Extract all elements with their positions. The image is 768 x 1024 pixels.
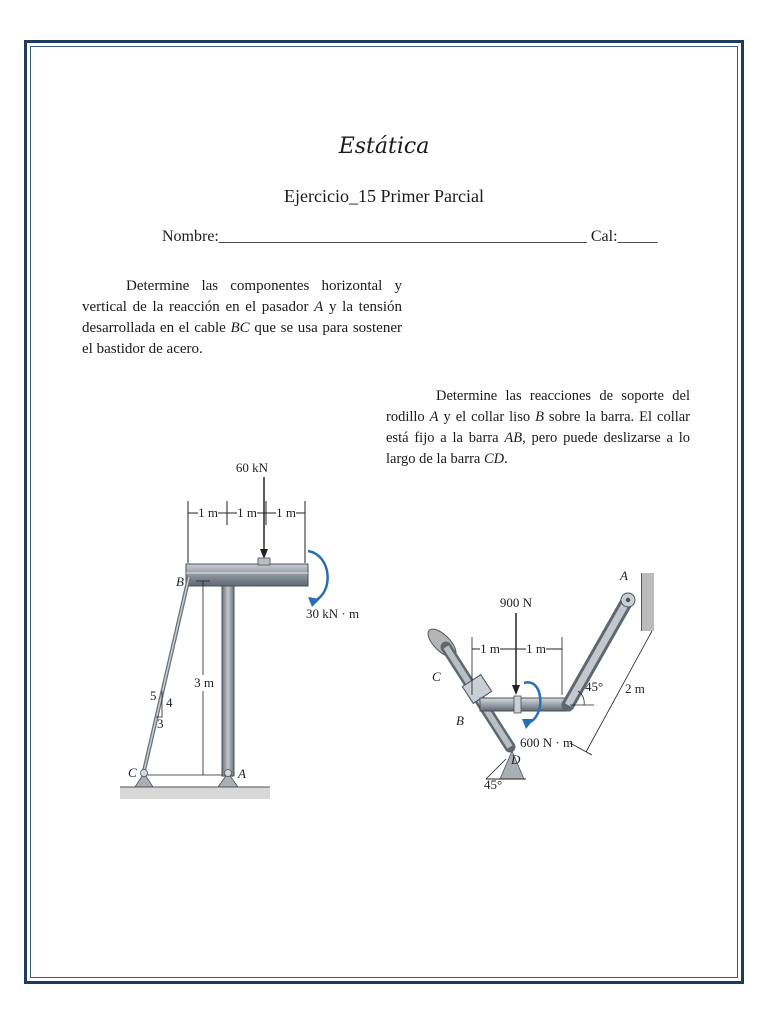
slope-hyp-label: 5 [150, 688, 157, 703]
p2-var-b: B [535, 409, 544, 425]
point-b-label: B [456, 713, 464, 728]
angle-base-label: 45° [484, 777, 503, 792]
slope-vert-label: 4 [166, 695, 173, 710]
p2-text: Determine las reacciones de soporte del rodillo [386, 388, 690, 425]
p1-var-bc: BC [230, 320, 250, 336]
point-a-label: A [620, 568, 628, 583]
page-subtitle: Ejercicio_15 Primer Parcial [284, 186, 484, 206]
horizontal-bar [480, 698, 570, 711]
problem-1-statement [82, 276, 402, 360]
length-label: 2 m [625, 681, 645, 696]
moment-label: 30 kN · m [306, 606, 360, 621]
p1-text: y la tensión desarrollada en el cable [82, 299, 402, 336]
load-label: 900 N [499, 595, 533, 610]
slope-horiz-label: 3 [157, 716, 164, 731]
page-title: Estática [338, 134, 430, 159]
point-c-label: C [128, 765, 137, 780]
point-a-label: A [238, 766, 246, 781]
moment-arrow [308, 551, 328, 601]
dim-label-3: 1 m [276, 505, 296, 520]
p1-text: Determine las componentes horizontal y vertical de la reacción en el pasador [82, 278, 402, 315]
moment-label: 600 N · m [520, 735, 574, 750]
height-label: 3 m [194, 675, 214, 690]
load-arrowhead [512, 685, 520, 695]
dim-label-2: 1 m [526, 641, 546, 656]
name-blank: ______________________________________________ [218, 228, 587, 245]
figure-2-bar [420, 565, 685, 805]
grade-label: Cal: [590, 228, 618, 245]
problem-2-statement [386, 386, 690, 470]
angle-bend-label: 45° [585, 679, 604, 694]
vertical-column [222, 586, 234, 776]
load-label: 60 kN [235, 460, 269, 475]
wall-a [642, 573, 654, 631]
p2-var-cd: CD [483, 451, 505, 467]
horizontal-beam [186, 564, 308, 586]
dim-label-1: 1 m [480, 641, 500, 656]
point-d-label: D [511, 752, 521, 767]
load-arrowhead [260, 549, 268, 559]
dim-label-2: 1 m [237, 505, 257, 520]
point-c-label: C [432, 669, 441, 684]
figure-1-frame [110, 455, 370, 815]
p2-var-ab: AB [504, 430, 523, 446]
p2-var-a: A [429, 409, 439, 425]
grade-blank: _____ [617, 228, 658, 245]
p2-text: , pero puede deslizarse a lo largo de la barra [386, 430, 690, 467]
p2-text: y el collar liso [438, 409, 536, 425]
name-grade-line [162, 228, 658, 246]
name-label: Nombre: [162, 228, 219, 245]
ground [120, 787, 270, 799]
p2-text: . [504, 451, 508, 467]
p1-text: que se usa para sostener el bastidor de acero. [82, 320, 402, 357]
p1-var-a: A [314, 299, 324, 315]
dim-label-1: 1 m [198, 505, 218, 520]
p2-text: sobre la barra. El collar está fijo a la barra [386, 409, 691, 446]
point-b-label: B [176, 574, 184, 589]
